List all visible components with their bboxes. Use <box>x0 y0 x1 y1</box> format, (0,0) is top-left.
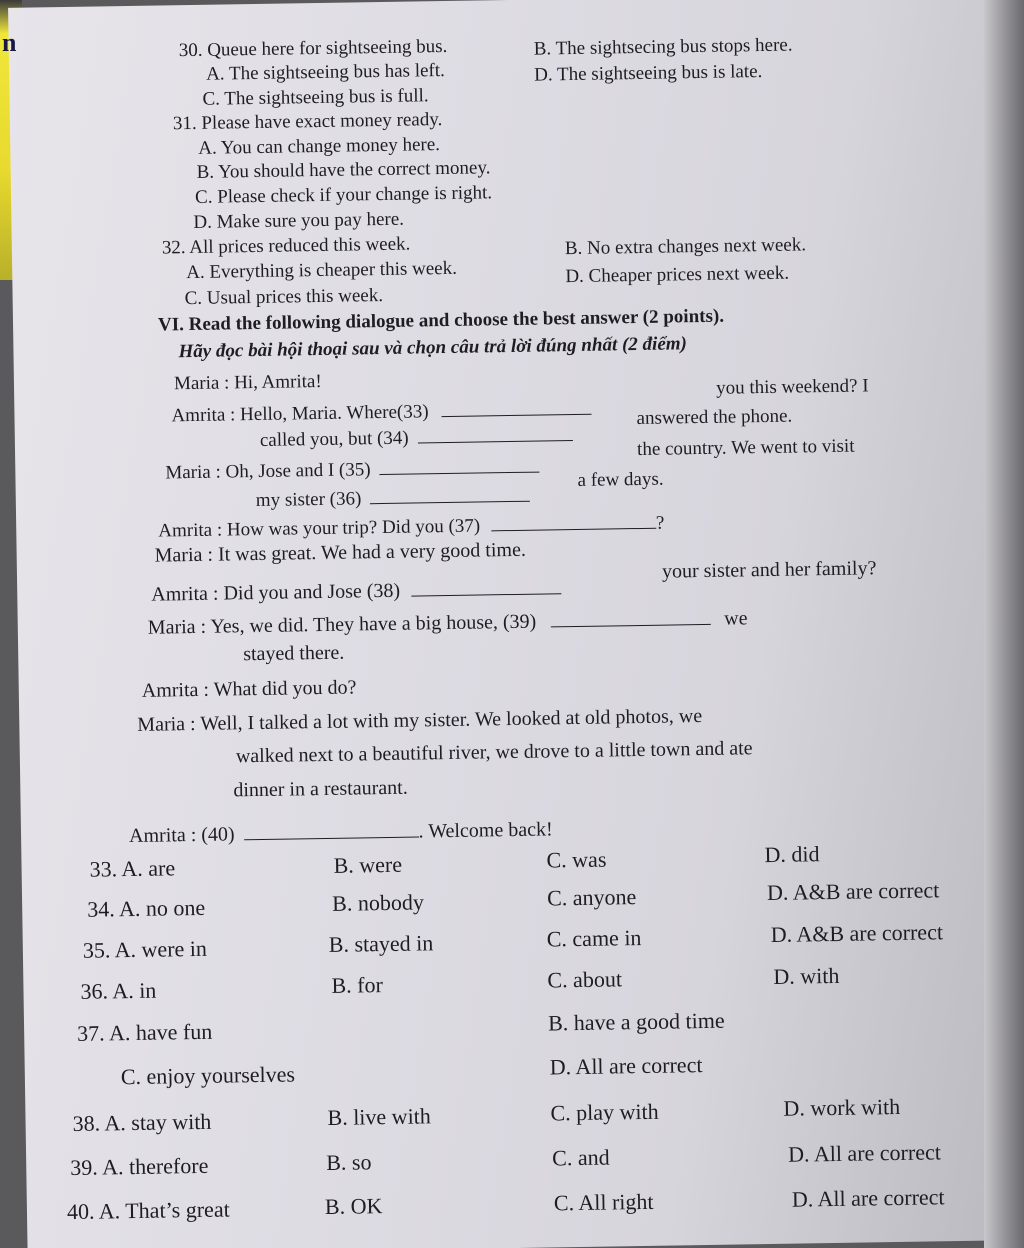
q30-option-c: C. The sightseeing bus is full. <box>202 85 429 110</box>
answer-40-d: D. All are correct <box>791 1184 945 1212</box>
answer-36-b: B. for <box>331 972 383 998</box>
dialogue-line-8 <box>151 573 561 604</box>
answer-37-a: A. have fun <box>108 1018 213 1046</box>
answer-35-c: C. came in <box>546 925 642 952</box>
answer-40-b: B. OK <box>324 1193 383 1220</box>
answer-36-a: A. in <box>112 977 157 1004</box>
blank-35 <box>379 453 539 476</box>
dialogue-line-1: Maria : Hi, Amrita! <box>173 370 322 395</box>
answer-35-a: A. were in <box>114 935 208 963</box>
dialogue-line-5-text: my sister (36) <box>255 488 362 512</box>
dialogue-line-2-text: Amrita : Hello, Maria. Where(33) <box>171 401 429 427</box>
answer-39-d: D. All are correct <box>787 1139 942 1167</box>
blank-33 <box>441 395 591 417</box>
dialogue-line-9-text: Maria : Yes, we did. They have a big house, (39) <box>147 610 537 639</box>
q31-option-d: D. Make sure you pay here. <box>193 208 405 233</box>
answer-38-a: A. stay with <box>104 1108 212 1136</box>
dialogue-line-15-text: Amrita : (40) <box>128 823 235 848</box>
answer-row-39 <box>70 1152 209 1181</box>
q32-option-d: D. Cheaper prices next week. <box>565 262 790 288</box>
dialogue-line-8-end: your sister and her family? <box>661 557 877 583</box>
dialogue-line-3-end: answered the phone. <box>636 405 793 430</box>
dialogue-line-2-end: you this weekend? I <box>715 375 869 399</box>
answer-number: 39. <box>70 1154 98 1181</box>
dialogue-line-3 <box>260 421 573 450</box>
answer-38-d: D. work with <box>783 1093 901 1121</box>
answer-number: 35. <box>82 937 111 963</box>
answer-36-d: D. with <box>773 962 840 989</box>
blank-39 <box>551 604 711 628</box>
blank-37 <box>491 509 656 532</box>
q30-option-d: D. The sightseeing bus is late. <box>534 61 763 86</box>
answer-39-b: B. so <box>326 1149 372 1175</box>
q31-option-c: C. Please check if your change is right. <box>194 182 493 208</box>
answer-37-b: B. have a good time <box>547 1007 725 1036</box>
dialogue-line-4 <box>165 453 539 483</box>
answer-number: 40. <box>66 1198 95 1225</box>
dialogue-line-6-text: Amrita : How was your trip? Did you (37) <box>158 515 481 542</box>
answer-row-37 <box>76 1018 213 1046</box>
q31-option-a: A. You can change money here. <box>198 134 441 159</box>
answer-38-b: B. live with <box>327 1103 431 1130</box>
blank-36 <box>370 482 530 505</box>
dialogue-line-7: Maria : It was great. We had a very good time. <box>154 538 527 567</box>
dialogue-line-4-end: the country. We went to visit <box>636 435 855 461</box>
answer-number: 33. <box>89 856 118 882</box>
answer-35-d: D. A&B are correct <box>770 919 944 947</box>
answer-number: 34. <box>87 896 115 922</box>
answer-34-c: C. anyone <box>546 884 637 911</box>
answer-34-d: D. A&B are correct <box>766 877 940 906</box>
q32-option-b: B. No extra changes next week. <box>564 234 807 260</box>
dialogue-line-15-end: . Welcome back! <box>418 818 553 843</box>
answer-row-35 <box>82 935 208 963</box>
q31-option-b: B. You should have the correct money. <box>196 157 491 183</box>
q32-stem: 32. All prices reduced this week. <box>161 233 411 259</box>
dialogue-line-8-text: Amrita : Did you and Jose (38) <box>151 579 401 606</box>
answer-33-c: C. was <box>546 846 607 873</box>
section-heading: VI. Read the following dialogue and choose the best answer (2 points). <box>157 305 725 336</box>
q31-stem: 31. Please have exact money ready. <box>172 109 443 135</box>
answer-40-c: C. All right <box>553 1188 654 1216</box>
answer-number: 38. <box>72 1110 101 1136</box>
dialogue-line-13: walked next to a beautiful river, we drove to a little town and ate <box>235 737 753 768</box>
dialogue-line-14: dinner in a restaurant. <box>233 776 408 802</box>
answer-33-a: A. are <box>121 855 176 882</box>
q30-option-a: A. The sightseeing bus has left. <box>205 60 445 85</box>
blank-34 <box>417 421 572 443</box>
answer-number: 36. <box>80 978 109 1004</box>
answer-34-a: A. no one <box>118 894 206 922</box>
dialogue-line-5-end: a few days. <box>577 468 664 491</box>
answer-39-c: C. and <box>551 1144 610 1171</box>
answer-row-36 <box>80 977 157 1004</box>
answer-row-34 <box>87 894 206 922</box>
answer-33-d: D. did <box>764 841 820 868</box>
answer-row-38 <box>72 1108 212 1136</box>
dialogue-line-11: Amrita : What did you do? <box>141 676 357 702</box>
answer-37-c: C. enjoy yourselves <box>120 1061 296 1090</box>
dialogue-line-12: Maria : Well, I talked a lot with my sister. We looked at old photos, we <box>137 705 703 736</box>
worksheet-page <box>8 0 1024 1248</box>
q30-option-b: B. The sightsecing bus stops here. <box>533 34 793 60</box>
answer-34-b: B. nobody <box>331 889 425 916</box>
dialogue-line-6-end: ? <box>655 512 665 534</box>
dialogue-line-10: stayed there. <box>243 641 345 666</box>
blank-38 <box>411 573 561 596</box>
answer-35-b: B. stayed in <box>328 930 434 957</box>
page-shadow-edge <box>984 0 1024 1248</box>
answer-number: 37. <box>76 1020 105 1046</box>
answer-33-b: B. were <box>333 851 403 878</box>
dialogue-line-4-text: Maria : Oh, Jose and I (35) <box>165 459 371 484</box>
answer-row-33 <box>89 857 175 880</box>
section-heading-vi: Hãy đọc bài hội thoại sau và chọn câu trả lời đúng nhất (2 điểm) <box>178 333 688 363</box>
answer-40-a: A. That’s great <box>98 1196 230 1224</box>
q30-stem: 30. Queue here for sightseeing bus. <box>178 35 448 62</box>
dialogue-line-9-end: we <box>724 607 748 630</box>
answer-row-40 <box>66 1196 230 1225</box>
answer-39-a: A. therefore <box>101 1152 209 1180</box>
dialogue-line-9 <box>148 603 748 637</box>
blank-40 <box>243 817 418 841</box>
q32-option-c: C. Usual prices this week. <box>184 285 384 310</box>
dialogue-line-6 <box>158 509 664 541</box>
dialogue-line-3-text: called you, but (34) <box>259 427 409 451</box>
q32-option-a: A. Everything is cheaper this week. <box>186 257 458 284</box>
dialogue-line-5 <box>256 482 531 510</box>
answer-37-d: D. All are correct <box>549 1052 703 1080</box>
answer-36-c: C. about <box>547 966 623 993</box>
margin-fragment-left-top: n <box>2 28 17 57</box>
dialogue-line-15 <box>129 814 553 846</box>
answer-38-c: C. play with <box>550 1098 659 1126</box>
